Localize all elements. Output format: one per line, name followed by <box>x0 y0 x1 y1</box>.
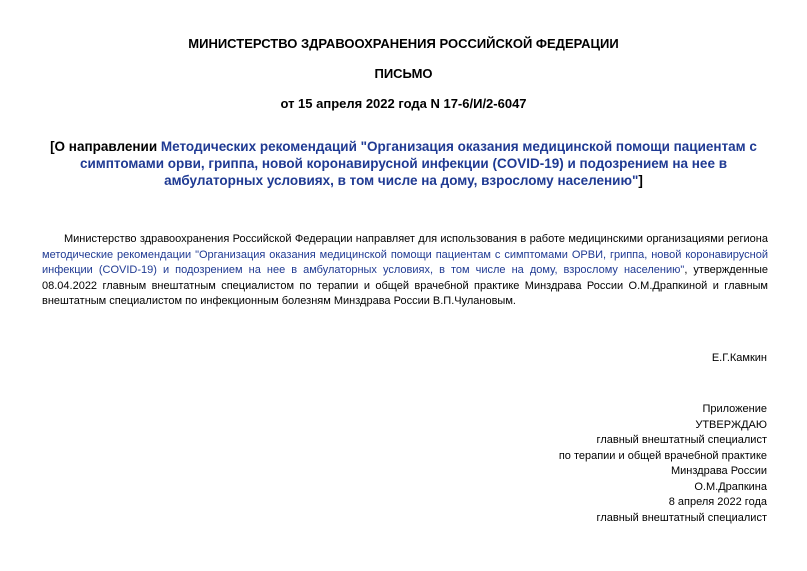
appendix-line: главный внештатный специалист <box>596 511 767 524</box>
ministry-title: МИНИСТЕРСТВО ЗДРАВООХРАНЕНИЯ РОССИЙСКОЙ ФЕДЕРАЦИИ <box>188 36 619 51</box>
appendix-line: Приложение <box>702 403 767 415</box>
signature: Е.Г.Камкин <box>711 352 767 364</box>
appendix-line: О.М.Драпкина <box>694 480 767 493</box>
document-date-number: от 15 апреля 2022 года N 17-6/И/2-6047 <box>280 96 527 111</box>
appendix-line: 8 апреля 2022 года <box>668 496 767 508</box>
body-text-end: , утвержденные 08.04.2022 главным внештатным специалистом по терапии и общей врачебной практике Минздрава России О.М.Драпкиной и главным внештатным специалистом по инфекционным болезням Минздрава России В.П.Чулановым. <box>42 264 768 307</box>
appendix-line: УТВЕРЖДАЮ <box>695 418 767 431</box>
body-text-start: Министерство здравоохранения Российской Федерации направляет для использования в работе медицинскими организациями региона <box>64 233 768 245</box>
appendix-approval-block <box>559 402 767 526</box>
appendix-line: Минздрава России <box>671 465 767 477</box>
document-type: ПИСЬМО <box>374 66 433 81</box>
document-subject <box>40 138 767 189</box>
subject-suffix: ] <box>638 173 643 188</box>
subject-prefix: [О направлении <box>50 139 161 154</box>
letter-body <box>42 232 768 310</box>
subject-recommendations-link[interactable]: Методических рекомендаций "Организация оказания медицинской помощи пациентам с симптомами орви, гриппа, новой коронавирусной инфекции (COVID-19) и подозрением на нее в амбулаторных условиях, в том числе на дому, взрослому населению" <box>79 139 757 188</box>
body-recommendations-link[interactable]: методические рекомендации "Организация оказания медицинской помощи пациентам с симптомами ОРВИ, гриппа, новой коронавирусной инфекции (COVID-19) и подозрением на нее в амбулаторных условиях, в том числе на дому, взрослому населению" <box>42 248 768 276</box>
appendix-line: по терапии и общей врачебной практике <box>558 449 767 462</box>
appendix-line: главный внештатный специалист <box>596 434 767 446</box>
